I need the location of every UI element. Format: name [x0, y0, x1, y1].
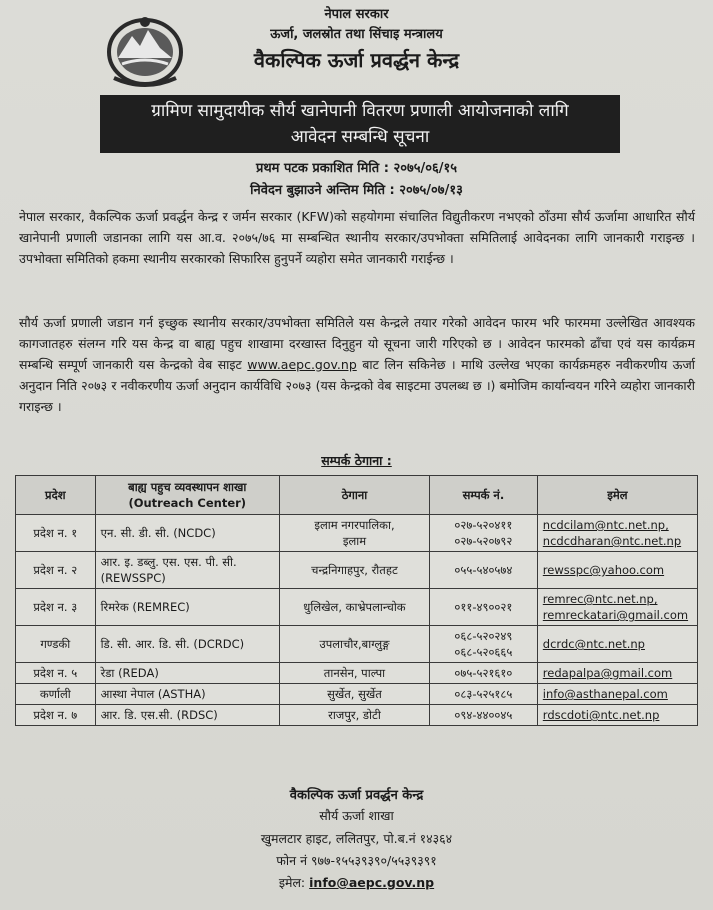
header-address: ठेगाना	[279, 476, 429, 515]
outreach-center-cell	[95, 552, 279, 589]
outreach-center-cell	[95, 626, 279, 663]
address-cell-text: इलाम नगरपालिका,	[314, 518, 395, 532]
published-date: प्रथम पटक प्रकाशित मिति : २०७५/०६/१५	[255, 161, 458, 176]
email-link[interactable]: redapalpa@gmail.com	[542, 666, 673, 680]
email-link[interactable]: rdscdoti@ntc.net.np	[542, 708, 660, 722]
email-cell	[537, 684, 697, 705]
province-cell-text: प्रदेश न. ७	[33, 708, 78, 722]
contact-number-cell-text: ०८३-५२५१८५	[454, 687, 513, 701]
email-cell	[537, 515, 697, 552]
organization-name: वैकल्पिक ऊर्जा प्रवर्द्धन केन्द्र	[253, 48, 460, 72]
ministry-name: ऊर्जा, जलस्रोत तथा सिंचाइ मन्त्रालय	[270, 27, 443, 42]
footer-email-label: इमेल:	[278, 875, 306, 890]
province-cell-text: कर्णाली	[39, 687, 71, 701]
email-cell	[537, 552, 697, 589]
address-cell-text: धुलिखेल, काभ्रेपलान्चोक	[303, 600, 406, 614]
table-row	[16, 552, 698, 589]
header-outreach-line2: (Outreach Center)	[128, 496, 247, 510]
contact-number-cell-text: ०११-४९००२१	[454, 600, 513, 614]
table-row	[16, 589, 698, 626]
contact-number-cell	[430, 684, 538, 705]
outreach-center-cell-text: आर. इ. डब्लु. एस. एस. पी. सी. (REWSSPC)	[100, 555, 237, 585]
header-email: इमेल	[537, 476, 697, 515]
table-row	[16, 705, 698, 726]
outreach-center-cell	[95, 663, 279, 684]
footer-address: खुमलटार हाइट, ललितपुर, पो.ब.नं १४३६४	[260, 831, 453, 846]
email-link[interactable]: info@asthanepal.com	[542, 687, 668, 701]
footer-phone: फोन नं ९७७-१५५३९३९०/५५३९३९१	[276, 853, 437, 868]
address-cell-text: राजपुर, डोटी	[328, 708, 381, 722]
contact-number-cell	[430, 626, 538, 663]
outreach-center-cell-text: एन. सी. डी. सी. (NCDC)	[100, 526, 216, 540]
notice-title-line2: आवेदन सम्बन्धि सूचना	[290, 127, 430, 147]
website-link[interactable]: www.aepc.gov.np	[247, 357, 357, 372]
province-cell	[16, 705, 96, 726]
address-cell-text: इलाम	[342, 534, 367, 548]
address-cell	[279, 663, 429, 684]
contact-number-cell	[430, 705, 538, 726]
outreach-center-cell-text: रेडा (REDA)	[100, 666, 159, 680]
address-cell-text: उपलाचौर,बाग्लुङ्ग	[319, 637, 390, 651]
email-cell	[537, 626, 697, 663]
province-cell-text: गण्डकी	[40, 637, 71, 651]
province-cell-text: प्रदेश न. १	[33, 526, 78, 540]
outreach-center-cell	[95, 684, 279, 705]
table-row	[16, 515, 698, 552]
email-link[interactable]: rewsspc@yahoo.com	[542, 563, 665, 577]
contact-number-cell-text: ०९४-४४००४५	[454, 708, 513, 722]
header-outreach-line1: बाह्य पहुच व्यवस्थापन शाखा	[128, 480, 247, 494]
footer-email-link[interactable]: info@aepc.gov.np	[309, 875, 435, 890]
outreach-center-cell-text: डि. सी. आर. डि. सी. (DCRDC)	[100, 637, 245, 651]
outreach-center-cell-text: आर. डि. एस.सी. (RDSC)	[100, 708, 218, 722]
contact-number-cell	[430, 552, 538, 589]
contact-number-cell-text: ०५५-५४०५७४	[454, 563, 513, 577]
email-link[interactable]: ncdcdharan@ntc.net.np	[542, 534, 682, 548]
email-cell	[537, 589, 697, 626]
email-link[interactable]: remrec@ntc.net.np,	[542, 592, 658, 606]
footer-email-line	[0, 874, 713, 891]
email-cell	[537, 663, 697, 684]
email-cell	[537, 705, 697, 726]
address-cell	[279, 705, 429, 726]
email-link[interactable]: remreckatari@gmail.com	[542, 608, 689, 622]
contact-title: सम्पर्क ठेगाना :	[321, 453, 392, 468]
address-cell-text: तानसेन, पाल्पा	[323, 666, 386, 680]
contact-number-cell-text: ०२७-५२०७९२	[454, 534, 513, 548]
address-cell-text: सुर्खेत, सुर्खेत	[327, 687, 382, 701]
notice-header	[0, 0, 713, 95]
table-row	[16, 684, 698, 705]
notice-title-banner	[100, 95, 620, 153]
address-cell	[279, 552, 429, 589]
contact-number-cell-text: ०७५-५२१६१०	[454, 666, 513, 680]
table-row	[16, 626, 698, 663]
footer-section: सौर्य ऊर्जा शाखा	[319, 808, 394, 823]
notice-paragraph-2	[19, 312, 695, 417]
notice-paragraph-1: नेपाल सरकार, वैकल्पिक ऊर्जा प्रवर्द्धन केन्द्र र जर्मन सरकार (KFW)को सहयोगमा संचालित विद्युतीकरण नभएको ठाँउमा सौर्य ऊर्जामा आधारित सौर्य खानेपानी प्रणाली जडानका लागि यस आ.व. २०७५/७६ मा सम्बन्धित स्थानीय सरकार/उपभोक्ता समितिलाई आवेदनका लागि जानकारी गराइन्छ । उपभोक्ता समितिको हकमा स्थानीय सरकारको सिफारिस हुनुपर्ने व्यहोरा समेत जानकारी गराईन्छ ।	[19, 209, 695, 266]
province-cell	[16, 515, 96, 552]
header-outreach	[95, 476, 279, 515]
contact-number-cell-text: ०६८-५२०६६५	[454, 645, 513, 659]
outreach-center-cell	[95, 515, 279, 552]
paragraph-2-text-b: बाट लिन सकिनेछ । माथि उल्लेख भएका कार्यक्रमहरु नवीकरणीय ऊर्जा अनुदान निति २०७३ र नवीकरणीय ऊर्जा अनुदान कार्यविधि २०७३ (यस केन्द्रको वेब साइटमा उपलब्ध छ ।) बमोजिम कार्यान्वयन गरिने व्यहोरा जानकारी गराइन्छ ।	[19, 357, 695, 414]
table-header-row	[16, 476, 698, 515]
contact-number-cell	[430, 589, 538, 626]
province-cell	[16, 552, 96, 589]
province-cell-text: प्रदेश न. ५	[33, 666, 78, 680]
address-cell	[279, 626, 429, 663]
address-cell-text: चन्द्रनिगाहपुर, रौतहट	[311, 563, 398, 577]
contact-number-cell	[430, 663, 538, 684]
paragraph-2-text-a: सौर्य ऊर्जा प्रणाली जडान गर्न इच्छुक स्थानीय सरकार/उपभोक्ता समितिले यस केन्द्रले तयार गरेको आवेदन फारम भरि फारममा उल्लेखित आवश्यक कागजातहरु संलग्न गरि यस केन्द्र वा बाह्य पहुच शाखामा दरखास्त दिनुहुन यो सूचना जारी गरिएको छ । आवेदन फारमको ढाँचा एवं यस कार्यक्रम सम्बन्धि सम्पूर्ण जानकारी यस केन्द्रको वेब साइट	[19, 315, 695, 372]
province-cell	[16, 626, 96, 663]
footer-org: वैकल्पिक ऊर्जा प्रवर्द्धन केन्द्र	[289, 788, 424, 803]
notice-title-line1: ग्रामिण सामुदायीक सौर्य खानेपानी वितरण प्रणाली आयोजनाको लागि	[151, 101, 569, 121]
email-link[interactable]: ncdcilam@ntc.net.np,	[542, 518, 669, 532]
province-cell-text: प्रदेश न. २	[33, 563, 78, 577]
address-cell	[279, 515, 429, 552]
province-cell-text: प्रदेश न. ३	[33, 600, 78, 614]
header-contact: सम्पर्क नं.	[430, 476, 538, 515]
province-cell	[16, 684, 96, 705]
table-row	[16, 663, 698, 684]
outreach-center-cell-text: आस्था नेपाल (ASTHA)	[100, 687, 206, 701]
outreach-center-cell	[95, 589, 279, 626]
email-link[interactable]: dcrdc@ntc.net.np	[542, 637, 645, 651]
government-name: नेपाल सरकार	[324, 7, 389, 22]
province-cell	[16, 663, 96, 684]
address-cell	[279, 684, 429, 705]
contact-number-cell	[430, 515, 538, 552]
header-province: प्रदेश	[16, 476, 96, 515]
contact-table	[15, 475, 698, 726]
province-cell	[16, 589, 96, 626]
deadline-date: निवेदन बुझाउने अन्तिम मिति : २०७५/०७/१३	[250, 183, 463, 198]
contact-number-cell-text: ०६८-५२०२४९	[454, 629, 513, 643]
contact-number-cell-text: ०२७-५२०४११	[454, 518, 513, 532]
outreach-center-cell-text: रिमरेक (REMREC)	[100, 600, 190, 614]
outreach-center-cell	[95, 705, 279, 726]
address-cell	[279, 589, 429, 626]
